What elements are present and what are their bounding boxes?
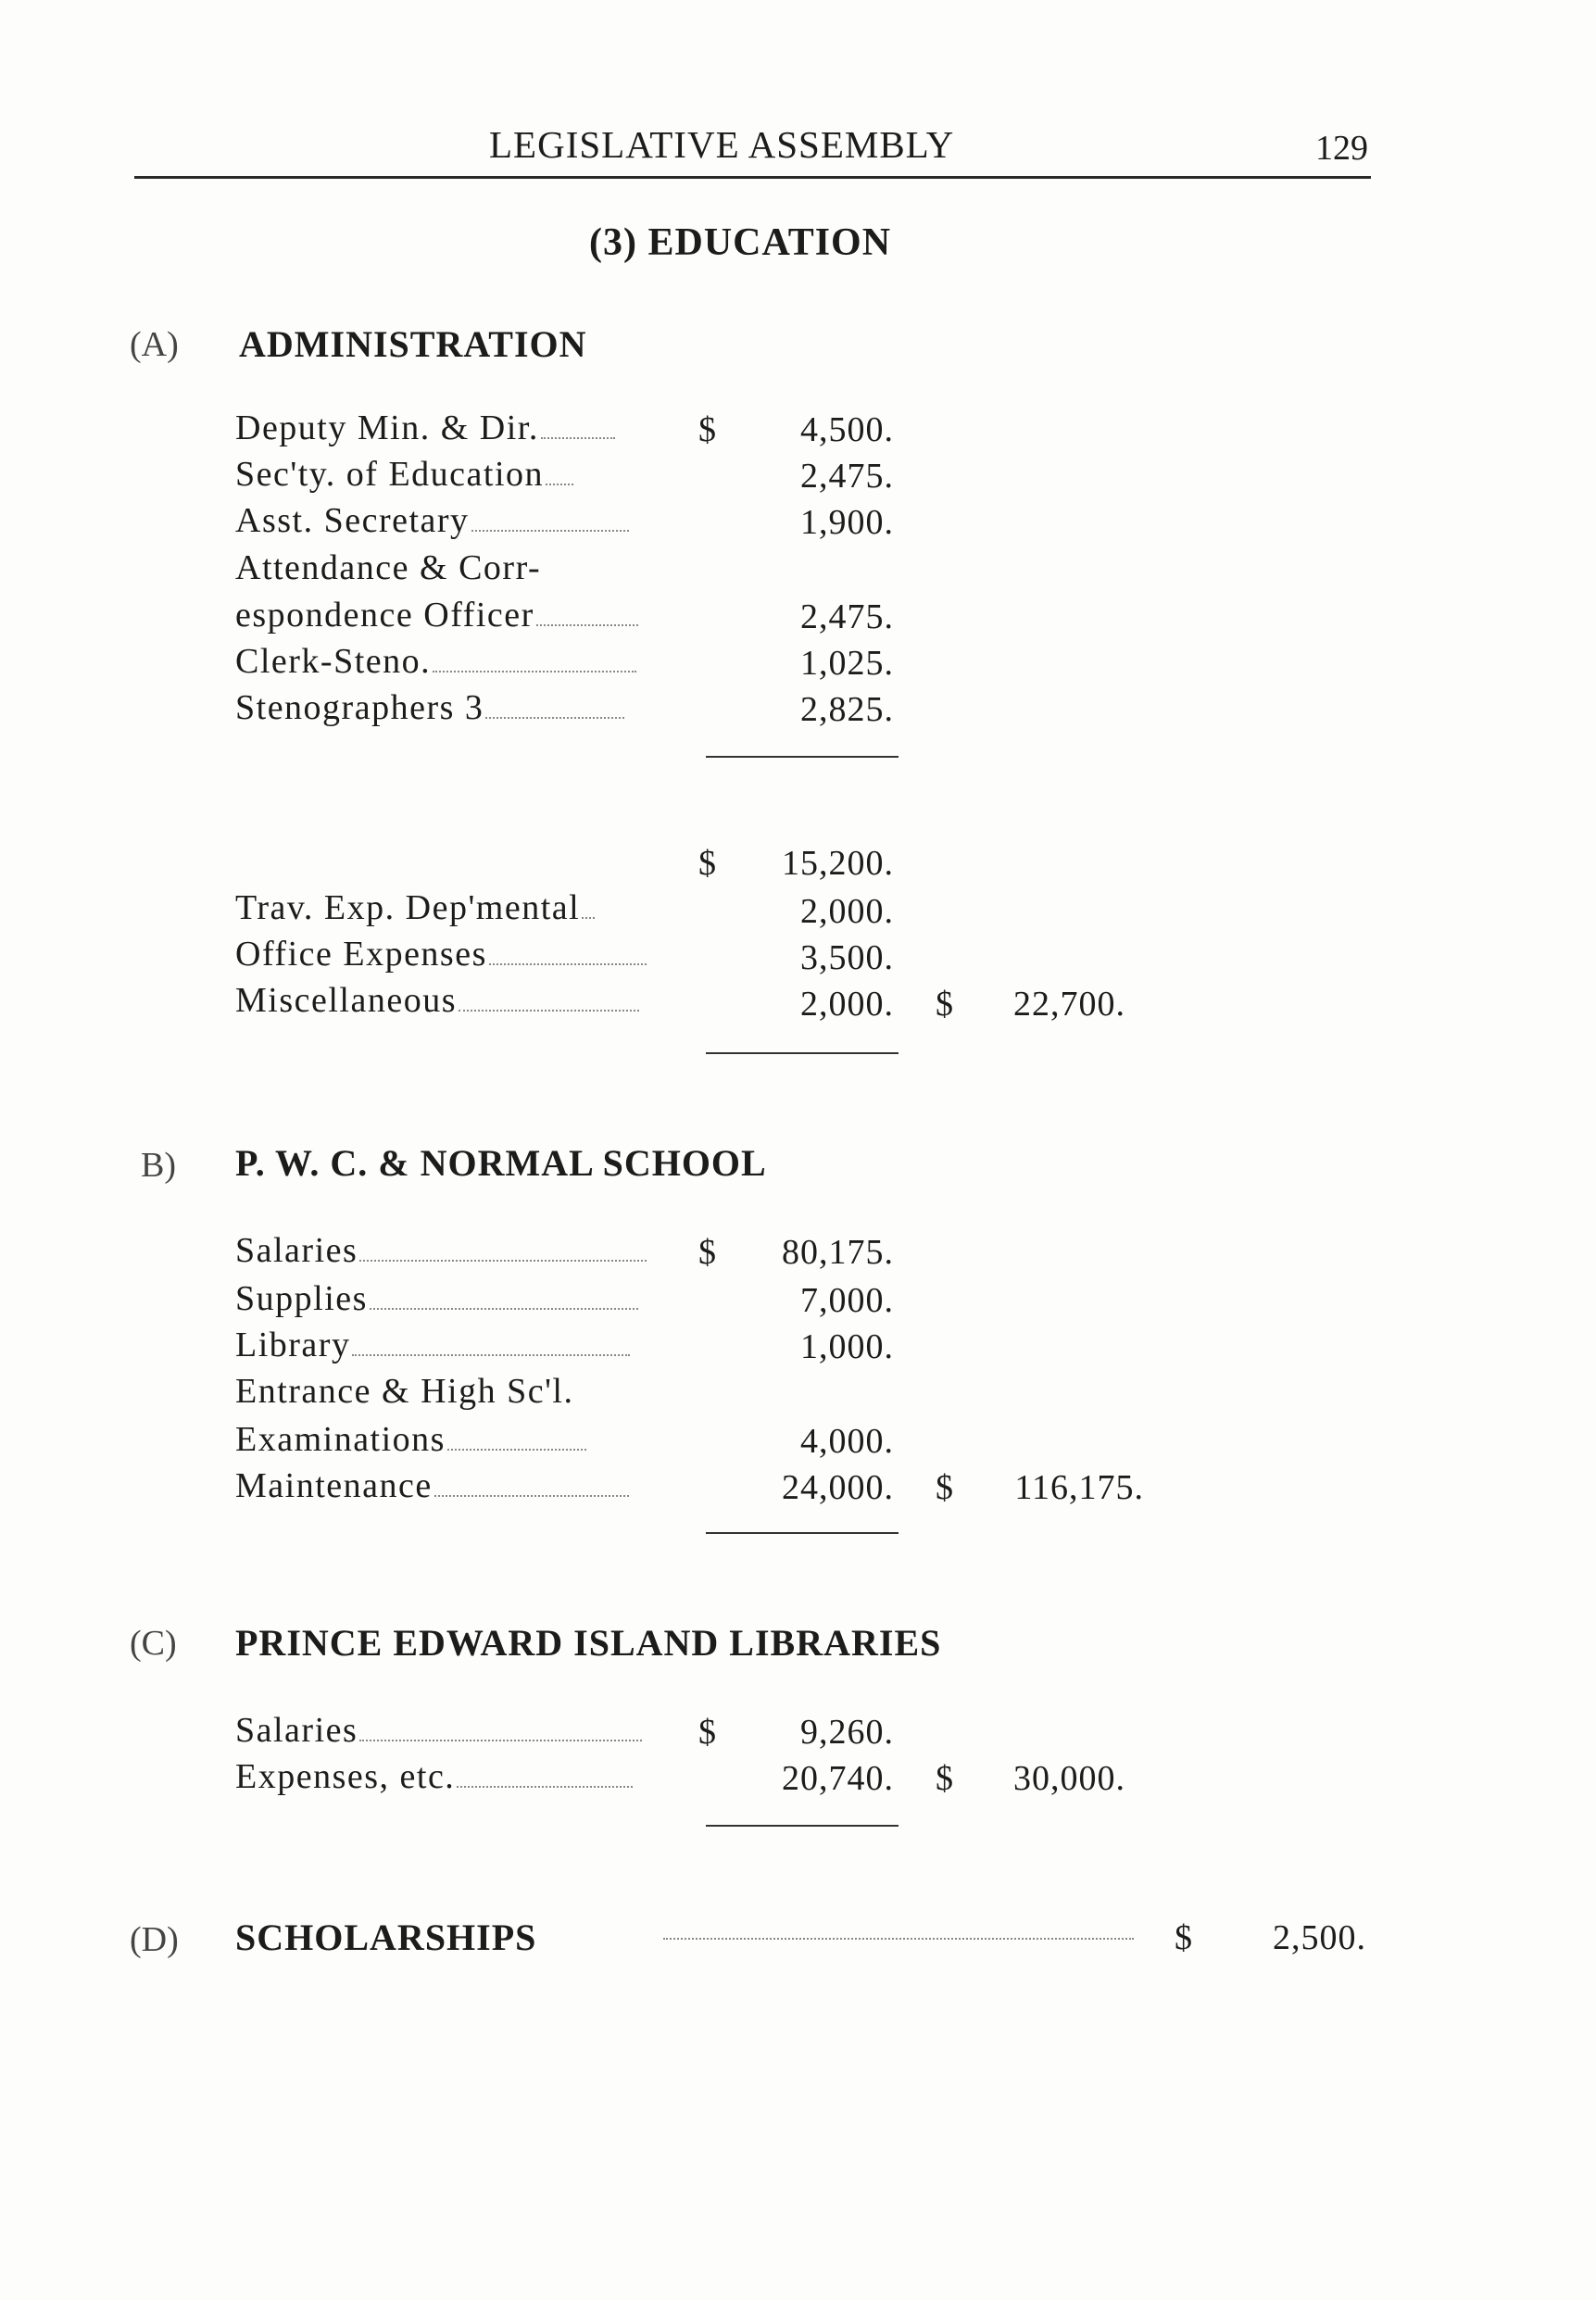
line-item-amount: 2,000. (800, 985, 894, 1024)
subtotal-rule (706, 1825, 899, 1827)
line-item-amount: 1,000. (800, 1327, 894, 1366)
line-item-amount: 2,475. (800, 457, 894, 496)
line-item-label: Miscellaneous (235, 980, 639, 1021)
dollar-sign: $ (698, 1713, 716, 1752)
leader-dots (663, 1938, 1134, 1940)
dollar-sign: $ (698, 844, 716, 883)
subtotal-amount: 15,200. (782, 844, 894, 883)
line-item-label: Expenses, etc. (235, 1756, 633, 1797)
section-a-label: (A) (130, 325, 179, 364)
section-c-title: PRINCE EDWARD ISLAND LIBRARIES (235, 1622, 942, 1664)
line-item-label: Clerk-Steno. (235, 641, 636, 682)
line-item-amount: 2,475. (800, 597, 894, 636)
line-item-amount: 9,260. (800, 1713, 894, 1752)
section-d-label: (D) (130, 1920, 179, 1959)
dollar-sign: $ (936, 1759, 953, 1798)
line-item-label: Maintenance (235, 1465, 629, 1506)
section-total: 30,000. (1013, 1759, 1125, 1798)
line-item-label: Examinations (235, 1419, 586, 1460)
section-c-label: (C) (130, 1624, 177, 1663)
line-item-label: Library (235, 1325, 630, 1365)
section-d-title: SCHOLARSHIPS (235, 1917, 537, 1958)
subtotal-rule (706, 1052, 899, 1054)
line-item-label: Deputy Min. & Dir. (235, 408, 615, 448)
line-item-label: Supplies (235, 1278, 638, 1319)
line-item-amount: 1,900. (800, 503, 894, 542)
line-item-label: Asst. Secretary (235, 500, 629, 541)
line-item-amount: 4,000. (800, 1422, 894, 1461)
line-item-label: Entrance & High Sc'l. (235, 1372, 574, 1411)
running-header: LEGISLATIVE ASSEMBLY (489, 123, 955, 166)
line-item-amount: 7,000. (800, 1281, 894, 1320)
line-item-amount: 4,500. (800, 410, 894, 449)
section-total: 2,500. (1273, 1918, 1366, 1957)
line-item-label: Office Expenses (235, 934, 647, 974)
line-item-label: Salaries (235, 1710, 642, 1751)
dollar-sign: $ (698, 410, 716, 449)
line-item-label: espondence Officer (235, 595, 638, 635)
line-item-label: Stenographers 3 (235, 687, 624, 728)
line-item-amount: 3,500. (800, 938, 894, 977)
subtotal-rule (706, 1532, 899, 1534)
section-a-title: ADMINISTRATION (239, 323, 587, 365)
line-item-amount: 80,175. (782, 1233, 894, 1272)
page-title: (3) EDUCATION (589, 221, 892, 264)
line-item-amount: 1,025. (800, 644, 894, 683)
dollar-sign: $ (698, 1233, 716, 1272)
line-item-label: Attendance & Corr- (235, 548, 542, 587)
header-rule (134, 176, 1371, 179)
page-number: 129 (1315, 129, 1368, 168)
section-b-label: B) (141, 1146, 176, 1185)
section-total: 22,700. (1013, 985, 1125, 1024)
line-item-label: Salaries (235, 1230, 647, 1271)
section-b-title: P. W. C. & NORMAL SCHOOL (235, 1142, 767, 1184)
line-item-label: Sec'ty. of Education (235, 454, 573, 495)
dollar-sign: $ (1175, 1918, 1192, 1957)
line-item-amount: 24,000. (782, 1468, 894, 1507)
subtotal-rule (706, 756, 899, 758)
dollar-sign: $ (936, 1468, 953, 1507)
line-item-amount: 20,740. (782, 1759, 894, 1798)
line-item-label: Trav. Exp. Dep'mental (235, 887, 595, 928)
line-item-amount: 2,000. (800, 892, 894, 931)
section-total: 116,175. (1014, 1468, 1144, 1507)
line-item-amount: 2,825. (800, 690, 894, 729)
dollar-sign: $ (936, 985, 953, 1024)
